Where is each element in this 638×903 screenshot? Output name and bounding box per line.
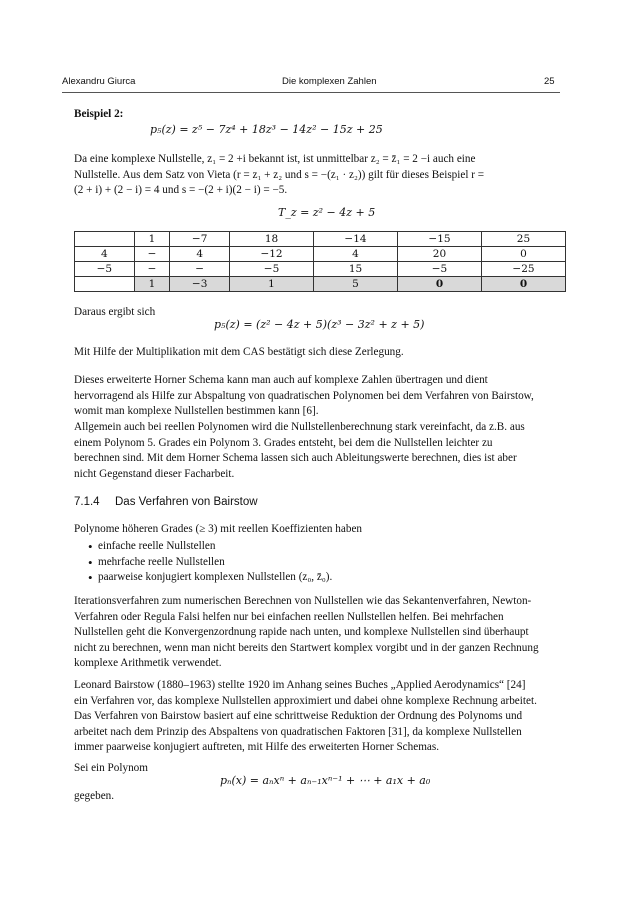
table-cell <box>75 277 135 292</box>
tz-formula: T_z = z² − 4z + 5 <box>278 206 376 219</box>
final-intro: Sei ein Polynom <box>74 762 148 774</box>
text-line: womit man komplexe Nullstellen bestimmen kann [6]. <box>74 405 319 418</box>
table-row <box>75 262 566 277</box>
table-cell: −7 <box>170 232 230 247</box>
table-row-result <box>75 277 566 292</box>
text-line: einem Polynom 5. Grades ein Polynom 3. Grades entsteht, bei dem die Nullstellen leichter zu <box>74 436 493 449</box>
text-line: ein Verfahren vor, das komplexe Nullstellen approximiert und dabei ohne komplexe Rechnung arbeitet. <box>74 694 537 707</box>
text-line: Nullstellen geht die Konvergenzordnung rapide nach unten, und komplexe Nullstellen sind überhaupt <box>74 626 529 639</box>
table-cell: 15 <box>314 262 398 277</box>
cas-note: Mit Hilfe der Multiplikation mit dem CAS bestätigt sich diese Zerlegung. <box>74 346 404 358</box>
paragraph-bairstow <box>74 678 560 756</box>
table-cell: 5 <box>314 277 398 292</box>
table-cell: −3 <box>170 277 230 292</box>
table-cell: 4 <box>75 247 135 262</box>
table-cell: 20 <box>398 247 482 262</box>
vieta-paragraph <box>74 152 560 199</box>
table-cell: 4 <box>314 247 398 262</box>
paragraph-real <box>74 420 560 482</box>
table-cell: 0 <box>481 247 565 262</box>
list-item: • paarweise konjugiert komplexen Nullstellen (z₀, z̄₀). <box>74 570 560 586</box>
header-author: Alexandru Giurca <box>62 76 136 87</box>
header-title: Die komplexen Zahlen <box>282 76 377 87</box>
table-cell-remainder: 0 <box>398 277 482 292</box>
list-item: • mehrfache reelle Nullstellen <box>74 555 560 571</box>
horner-table <box>74 231 566 292</box>
table-cell: 1 <box>134 232 170 247</box>
text-line: hervorragend als Hilfe zur Abspaltung von quadratischen Polynomen bei dem Verfahren von Bairstow, <box>74 389 534 402</box>
text-line: berechnen sind. Mit dem Horner Schema lassen sich auch Ableitungswerte berechnen, dies ist aber <box>74 452 517 465</box>
text-line: Iterationsverfahren zum numerischen Berechnen von Nullstellen wie das Sekantenverfahren, Newton- <box>74 595 532 607</box>
table-cell: −5 <box>75 262 135 277</box>
table-cell: 18 <box>230 232 314 247</box>
table-cell: 25 <box>481 232 565 247</box>
page-number: 25 <box>544 76 555 87</box>
text-line: komplexe Arithmetik verwendet. <box>74 657 222 670</box>
polynome-intro: Polynome höheren Grades (≥ 3) mit reellen Koeffizienten haben <box>74 523 363 535</box>
table-cell: −5 <box>398 262 482 277</box>
text-line: Dieses erweiterte Horner Schema kann man auch auf komplexe Zahlen übertragen und dient <box>74 374 488 386</box>
table-cell: − <box>170 262 230 277</box>
result-intro: Daraus ergibt sich <box>74 306 156 318</box>
table-cell: 1 <box>230 277 314 292</box>
text-line: immer paarweise konjugiert auftreten, mit Hilfe des erweiterten Horner Schemas. <box>74 741 440 754</box>
table-cell: −12 <box>230 247 314 262</box>
table-cell <box>75 232 135 247</box>
paragraph-horner-complex <box>74 373 560 420</box>
final-outro: gegeben. <box>74 790 115 802</box>
section-title: Das Verfahren von Bairstow <box>115 496 258 508</box>
table-cell: −5 <box>230 262 314 277</box>
example-label: Beispiel 2: <box>74 108 124 120</box>
bullet-list <box>74 539 560 586</box>
list-item: • einfache reelle Nullstellen <box>74 539 560 555</box>
text-line: Verfahren oder Regula Falsi helfen nur bei einfachen reellen Nullstellen helfen. Bei mehrfachen <box>74 610 504 623</box>
vieta-line-2: Nullstelle. Aus dem Satz von Vieta (r = z₁ + z₂ und s = −(z₁ · z₂)) gilt für dieses Beispiel r = <box>74 168 485 181</box>
table-cell-remainder: 0 <box>481 277 565 292</box>
table-cell: −15 <box>398 232 482 247</box>
vieta-line-1: Da eine komplexe Nullstelle, z₁ = 2 +i bekannt ist, ist unmittelbar z₂ = z̄₁ = 2 −i auch eine <box>74 153 476 165</box>
text-line: nicht zu berechnen, wenn man nicht bereits den Startwert komplex vorgibt und in der ganzen Rechnung <box>74 641 539 654</box>
text-line: nicht Gegenstand dieser Facharbeit. <box>74 467 235 480</box>
table-cell: − <box>134 247 170 262</box>
final-formula: pₙ(x) = aₙxⁿ + aₙ₋₁xⁿ⁻¹ + ⋯ + a₁x + a₀ <box>220 774 431 787</box>
table-cell: − <box>134 262 170 277</box>
result-formula: p₅(z) = (z² − 4z + 5)(z³ − 3z² + z + 5) <box>214 318 425 331</box>
text-line: Leonard Bairstow (1880–1963) stellte 1920 im Anhang seines Buches „Applied Aerodynamics“ [24] <box>74 679 526 691</box>
table-cell: −14 <box>314 232 398 247</box>
text-line: Das Verfahren von Bairstow basiert auf eine schrittweise Reduktion der Ordnung des Polynoms und <box>74 710 523 723</box>
table-row <box>75 247 566 262</box>
header-rule <box>62 92 560 93</box>
paragraph-iteration <box>74 594 560 672</box>
section-number: 7.1.4 <box>74 496 100 508</box>
table-cell: −25 <box>481 262 565 277</box>
text-line: arbeitet nach dem Prinzip des Abspaltens von quadratischen Faktoren [31], da komplexe Nullstellen <box>74 725 522 738</box>
text-line: Allgemein auch bei reellen Polynomen wird die Nullstellenberechnung stark vereinfacht, da z.B. aus <box>74 421 525 433</box>
example-formula: p₅(z) = z⁵ − 7z⁴ + 18z³ − 14z² − 15z + 25 <box>150 123 383 136</box>
table-row <box>75 232 566 247</box>
table-cell: 4 <box>170 247 230 262</box>
table-cell: 1 <box>134 277 170 292</box>
vieta-line-3: (2 + i) + (2 − i) = 4 und s = −(2 + i)(2 − i) = −5. <box>74 184 288 197</box>
